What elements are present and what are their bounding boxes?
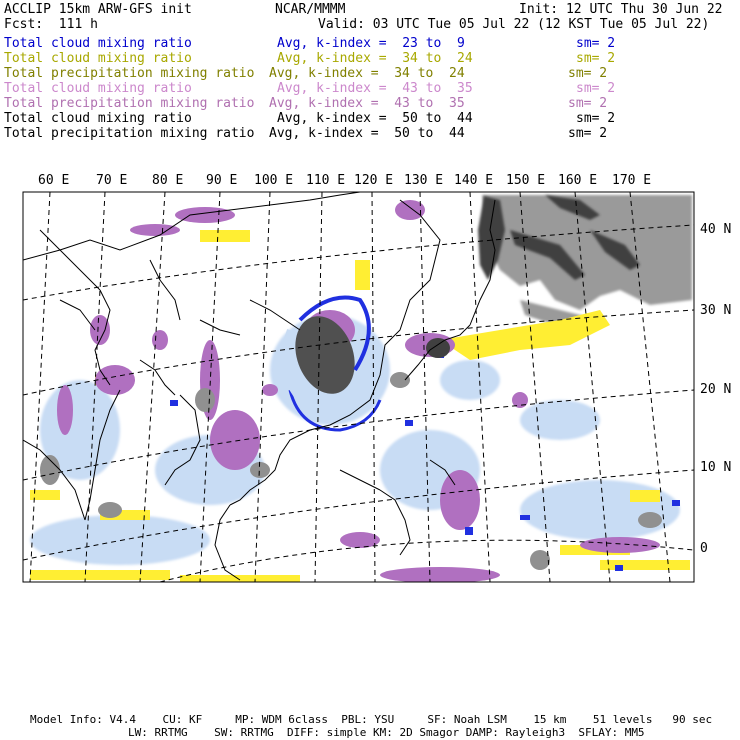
legend-sm: sm= 2 bbox=[576, 51, 616, 66]
legend-sm: sm= 2 bbox=[576, 36, 616, 51]
legend-field: Total cloud mixing ratio bbox=[4, 81, 192, 96]
lon-label: 80 E bbox=[152, 173, 184, 188]
forecast-hour: Fcst: 111 h bbox=[4, 17, 98, 32]
lon-label: 110 E bbox=[306, 173, 346, 188]
lon-label: 90 E bbox=[206, 173, 238, 188]
lat-label: 10 N bbox=[700, 460, 732, 475]
lon-label: 130 E bbox=[404, 173, 444, 188]
lon-label: 140 E bbox=[454, 173, 494, 188]
lon-label: 170 E bbox=[612, 173, 652, 188]
valid-time: Valid: 03 UTC Tue 05 Jul 22 (12 KST Tue 05 Jul 22) bbox=[318, 17, 710, 32]
lon-label: 60 E bbox=[38, 173, 70, 188]
legend-avg: Avg, k-index = 23 to 9 bbox=[277, 36, 465, 51]
lon-label: 120 E bbox=[354, 173, 394, 188]
legend-sm: sm= 2 bbox=[568, 66, 608, 81]
lon-label: 150 E bbox=[506, 173, 546, 188]
lon-label: 100 E bbox=[254, 173, 294, 188]
legend-sm: sm= 2 bbox=[568, 96, 608, 111]
legend-field: Total precipitation mixing ratio bbox=[4, 66, 255, 81]
legend-avg: Avg, k-index = 50 to 44 bbox=[269, 126, 465, 141]
legend-sm: sm= 2 bbox=[576, 81, 616, 96]
legend-sm: sm= 2 bbox=[568, 126, 608, 141]
footer-physics-info: LW: RRTMG SW: RRTMG DIFF: simple KM: 2D Smagor DAMP: Rayleigh3 SFLAY: MM5 bbox=[128, 726, 645, 739]
legend-avg: Avg, k-index = 43 to 35 bbox=[269, 96, 465, 111]
legend-field: Total cloud mixing ratio bbox=[4, 111, 192, 126]
legend-avg: Avg, k-index = 50 to 44 bbox=[277, 111, 473, 126]
japan-dark-cloud bbox=[426, 338, 450, 358]
lat-label: 40 N bbox=[700, 222, 732, 237]
lon-label: 70 E bbox=[96, 173, 128, 188]
org-label: NCAR/MMMM bbox=[275, 2, 346, 17]
legend-field: Total precipitation mixing ratio bbox=[4, 96, 255, 111]
legend-sm: sm= 2 bbox=[576, 111, 616, 126]
lon-label: 160 E bbox=[558, 173, 598, 188]
lat-label: 20 N bbox=[700, 382, 732, 397]
legend-field: Total cloud mixing ratio bbox=[4, 51, 192, 66]
model-title: ACCLIP 15km ARW-GFS init bbox=[4, 2, 192, 17]
legend-field: Total precipitation mixing ratio bbox=[4, 126, 255, 141]
init-time: Init: 12 UTC Thu 30 Jun 22 bbox=[519, 2, 723, 17]
lat-label: 30 N bbox=[700, 303, 732, 318]
lat-label: 0 bbox=[700, 541, 708, 556]
legend-avg: Avg, k-index = 43 to 35 bbox=[277, 81, 473, 96]
legend-avg: Avg, k-index = 34 to 24 bbox=[277, 51, 473, 66]
legend-field: Total cloud mixing ratio bbox=[4, 36, 192, 51]
legend-avg: Avg, k-index = 34 to 24 bbox=[269, 66, 465, 81]
footer-model-info: Model Info: V4.4 CU: KF MP: WDM 6class PBL: YSU SF: Noah LSM 15 km 51 levels 90 sec bbox=[30, 713, 713, 726]
